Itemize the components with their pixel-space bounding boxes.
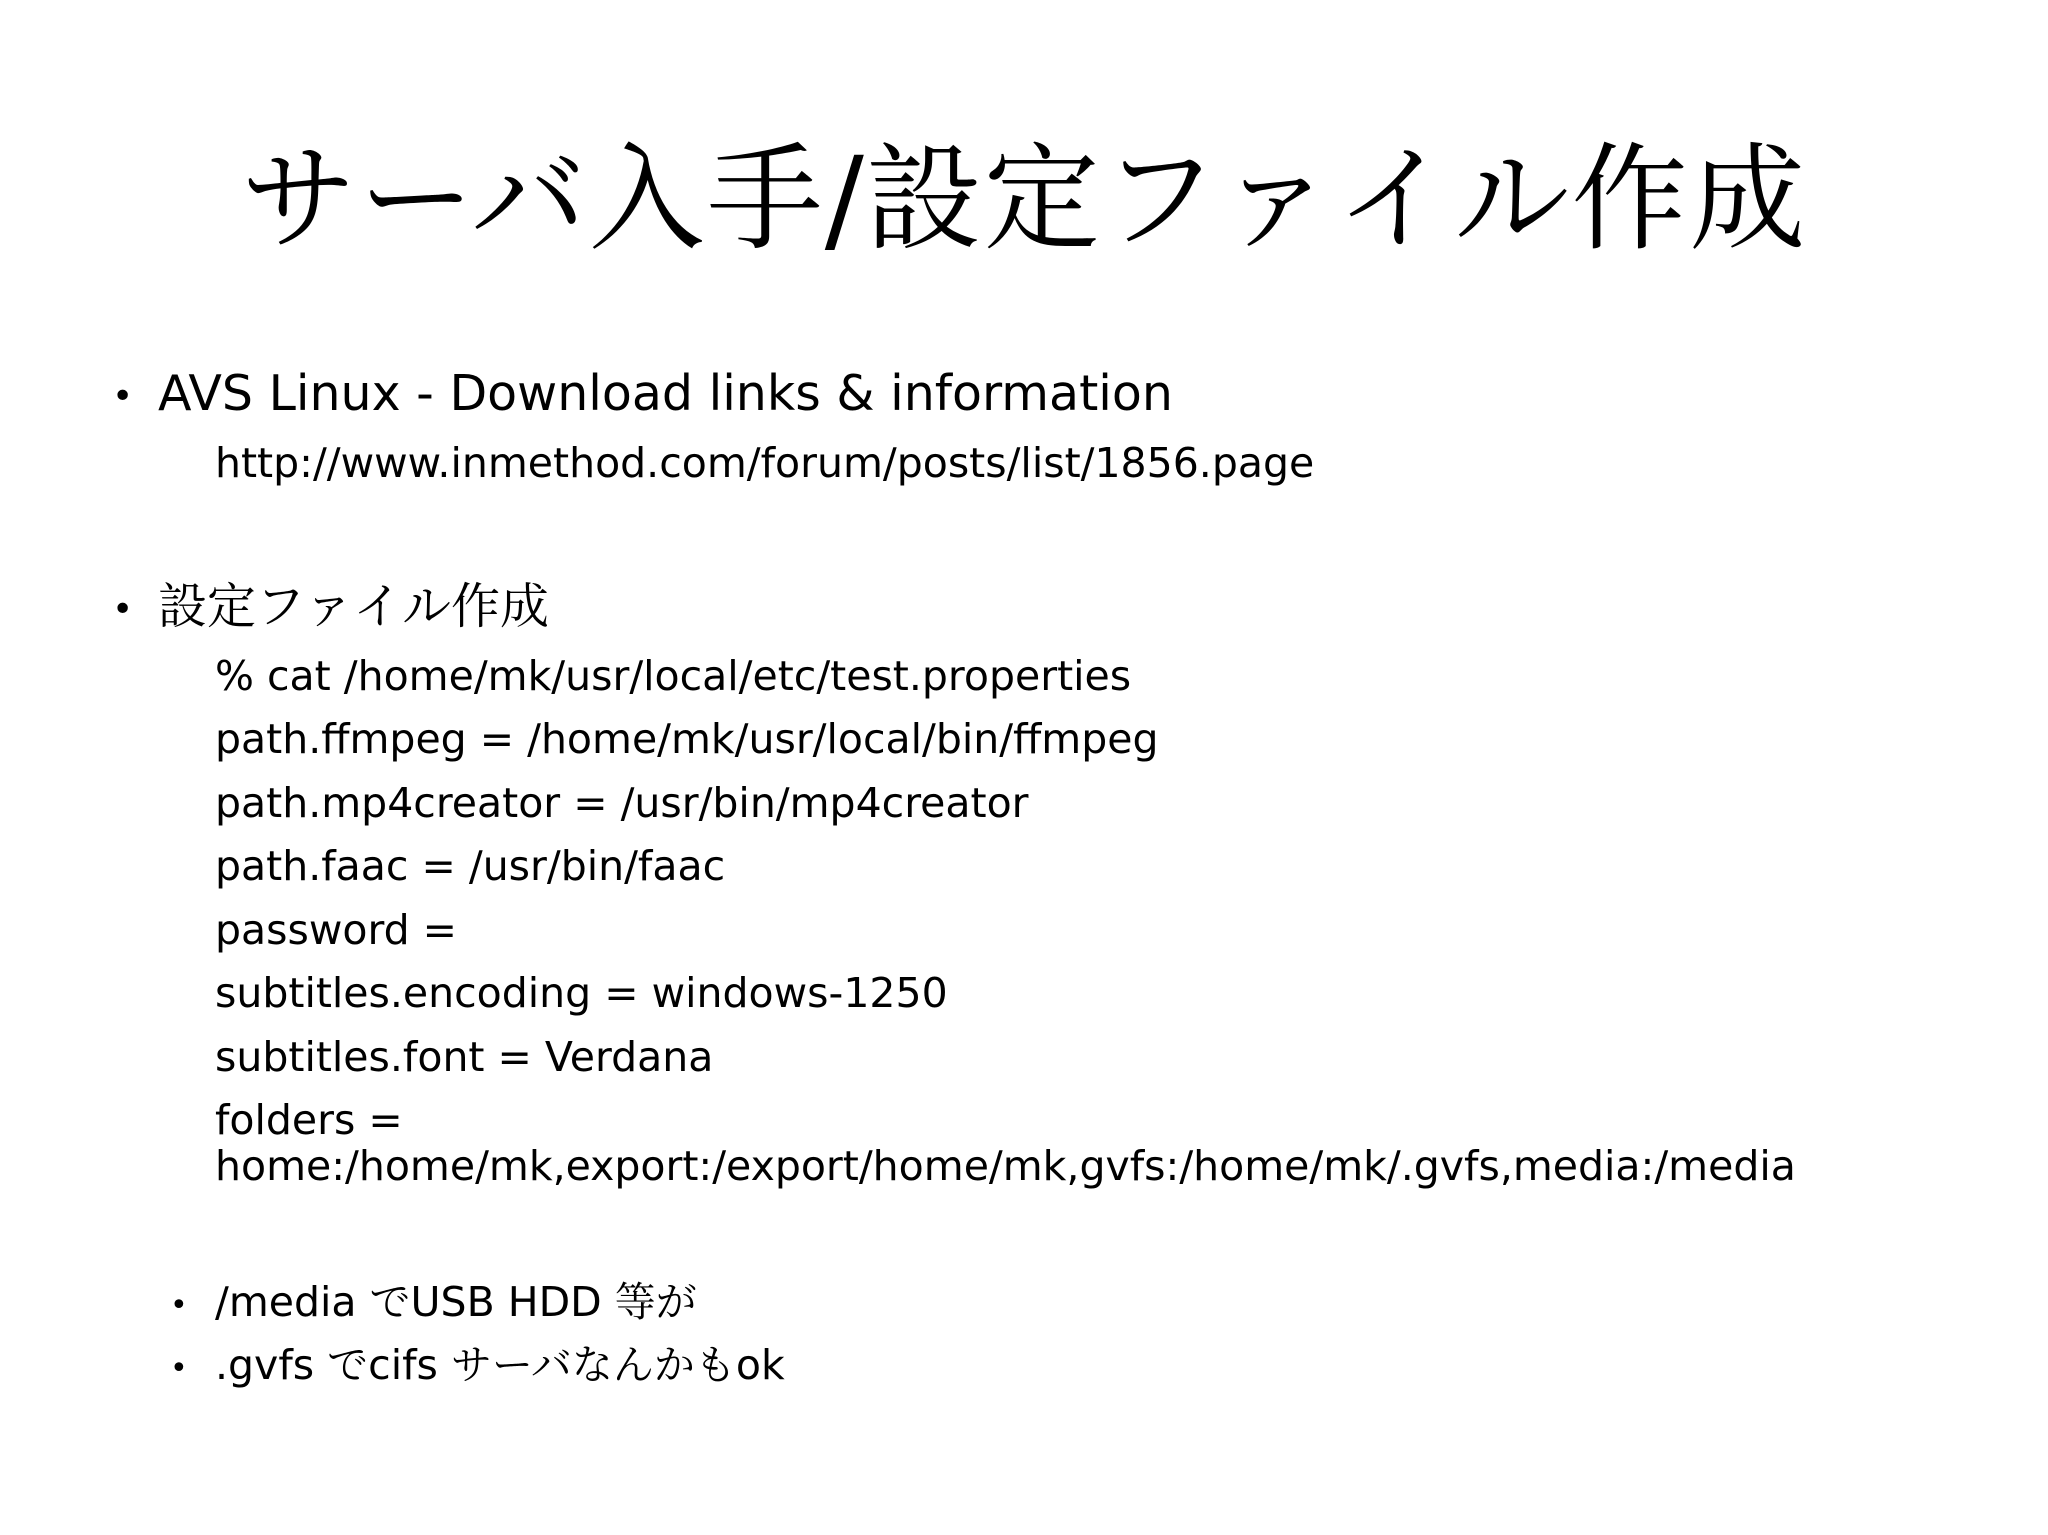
bullet-dot-icon: •	[112, 376, 134, 417]
config-line: password =	[215, 906, 458, 954]
config-line: path.faac = /usr/bin/faac	[215, 842, 726, 890]
note-gvfs: .gvfs でcifs サーバなんかもok	[215, 1341, 785, 1389]
config-line: subtitles.font = Verdana	[215, 1033, 714, 1081]
note-media: /media でUSB HDD 等が	[215, 1278, 697, 1326]
config-line: home:/home/mk,export:/export/home/mk,gvfs:/home/mk/.gvfs,media:/media	[215, 1142, 1796, 1190]
config-line: path.ffmpeg = /home/mk/usr/local/bin/ffmpeg	[215, 715, 1159, 763]
note-dot-icon: •	[170, 1288, 188, 1323]
config-line: % cat /home/mk/usr/local/etc/test.properties	[215, 652, 1132, 700]
note-dot-icon: •	[170, 1351, 188, 1386]
config-line: folders =	[215, 1096, 403, 1144]
slide-title: サーバ入手/設定ファイル作成	[240, 132, 1808, 267]
config-line: subtitles.encoding = windows-1250	[215, 969, 948, 1017]
download-link: http://www.inmethod.com/forum/posts/list/1856.page	[215, 439, 1315, 487]
config-line: path.mp4creator = /usr/bin/mp4creator	[215, 779, 1029, 827]
bullet-avs-linux: AVS Linux - Download links & information	[158, 365, 1173, 422]
bullet-config-file: 設定ファイル作成	[158, 578, 550, 635]
bullet-dot-icon: •	[112, 589, 134, 630]
